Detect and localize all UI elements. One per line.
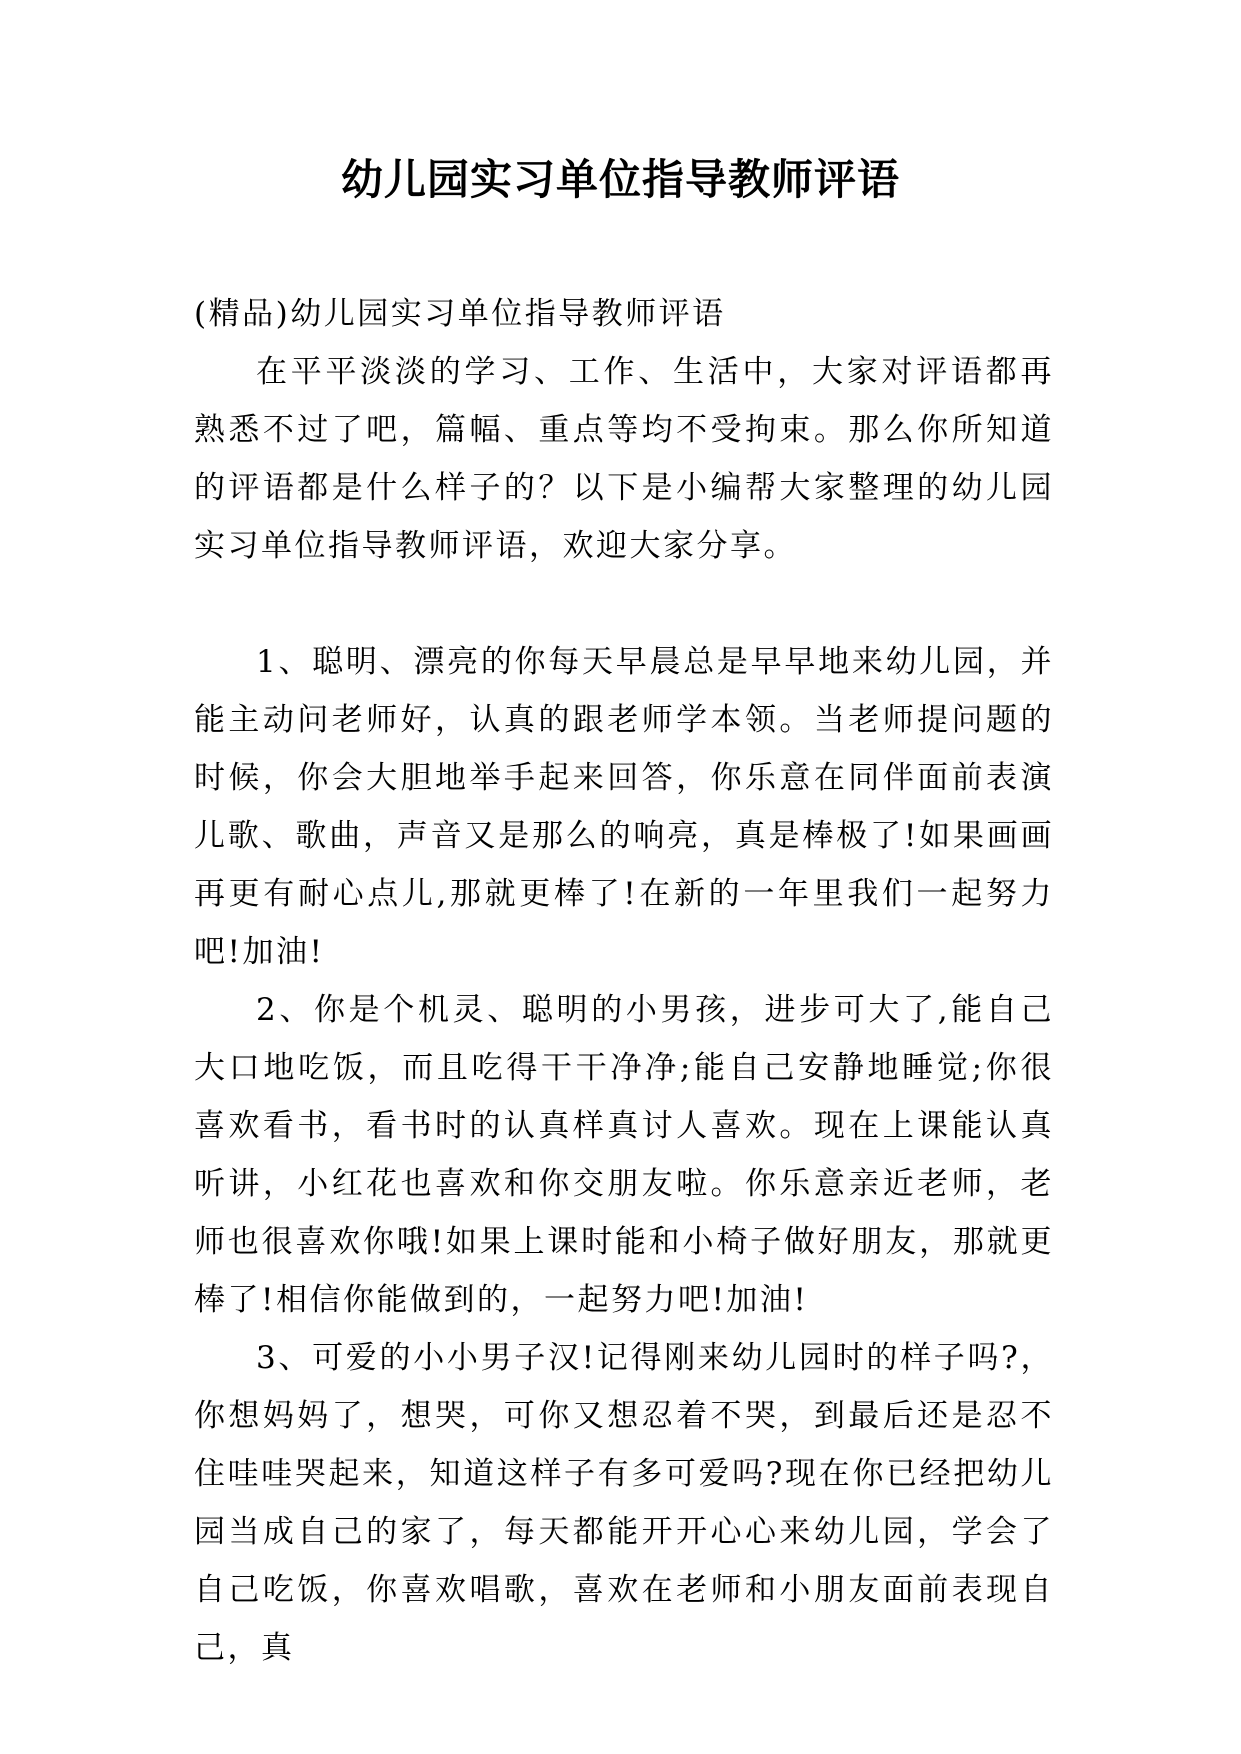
document-body (194, 285, 1054, 1677)
comment-paragraph-2: 2、你是个机灵、聪明的小男孩，进步可大了,能自己大口地吃饭，而且吃得干干净净;能自己安静地睡觉;你很喜欢看书，看书时的认真样真讨人喜欢。现在上课能认真听讲，小红花也喜欢和你交朋友啦。你乐意亲近老师，老师也很喜欢你哦!如果上课时能和小椅子做好朋友，那就更棒了!相信你能做到的，一起努力吧!加油! (194, 992, 1054, 1318)
document-subtitle: (精品)幼儿园实习单位指导教师评语 (194, 296, 726, 332)
paragraph-spacer (194, 575, 1054, 633)
document-title: 幼儿园实习单位指导教师评语 (340, 155, 900, 204)
intro-paragraph: 在平平淡淡的学习、工作、生活中，大家对评语都再熟悉不过了吧，篇幅、重点等均不受拘束。那么你所知道的评语都是什么样子的？以下是小编帮大家整理的幼儿园实习单位指导教师评语，欢迎大家分享。 (194, 354, 1054, 564)
comment-paragraph-3: 3、可爱的小小男子汉!记得刚来幼儿园时的样子吗?，你想妈妈了，想哭，可你又想忍着不哭，到最后还是忍不住哇哇哭起来，知道这样子有多可爱吗?现在你已经把幼儿园当成自己的家了，每天都能开开心心来幼儿园，学会了自己吃饭，你喜欢唱歌，喜欢在老师和小朋友面前表现自己，真 (194, 1340, 1054, 1666)
comment-paragraph-1: 1、聪明、漂亮的你每天早晨总是早早地来幼儿园，并能主动问老师好，认真的跟老师学本领。当老师提问题的时候，你会大胆地举手起来回答，你乐意在同伴面前表演儿歌、歌曲，声音又是那么的响亮，真是棒极了!如果画画再更有耐心点儿,那就更棒了!在新的一年里我们一起努力吧!加油! (194, 644, 1054, 970)
